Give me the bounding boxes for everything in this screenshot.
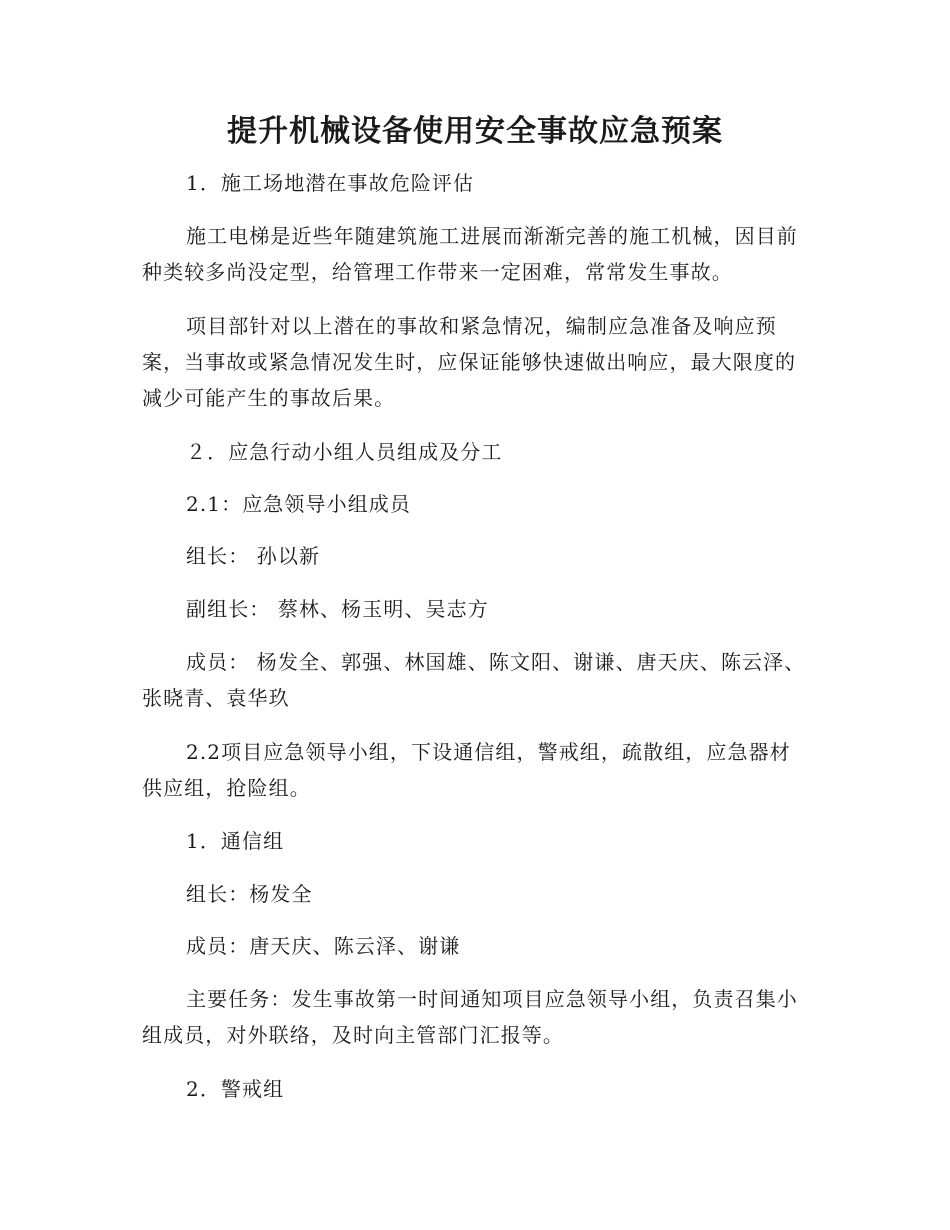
paragraph-elevator-background: 施工电梯是近些年随建筑施工进展而渐渐完善的施工机械，因目前种类较多尚没定型，给管理工作带来一定困难，常常发生事故。: [142, 224, 798, 284]
subsection-heading-leadership-team: 2.1：应急领导小组成员: [186, 492, 412, 516]
section-heading-team-composition: ２．应急行动小组人员组成及分工: [186, 440, 503, 464]
section-heading-risk-assessment: 1．施工场地潜在事故危险评估: [186, 171, 475, 195]
paragraph-communication-duties: 主要任务：发生事故第一时间通知项目应急领导小组，负责召集小组成员，对外联络，及时向主管部门汇报等。: [142, 987, 798, 1047]
paragraph-subgroups: 2.2项目应急领导小组，下设通信组，警戒组，疏散组，应急器材供应组，抢险组。: [142, 740, 791, 800]
subsection-heading-security-group: 2．警戒组: [186, 1077, 285, 1101]
paragraph-communication-members: 成员：唐天庆、陈云泽、谢谦: [186, 934, 461, 958]
paragraph-emergency-plan-purpose: 项目部针对以上潜在的事故和紧急情况，编制应急准备及响应预案，当事故或紧急情况发生时，应保证能够快速做出响应，最大限度的减少可能产生的事故后果。: [142, 314, 797, 410]
paragraph-team-members: 成员： 杨发全、郭强、林国雄、陈文阳、谢谦、唐天庆、陈云泽、张晓青、袁华玖: [142, 650, 806, 710]
subsection-heading-communication-group: 1．通信组: [186, 829, 285, 853]
document-title: 提升机械设备使用安全事故应急预案: [227, 114, 723, 149]
paragraph-team-leader: 组长： 孙以新: [186, 544, 321, 568]
paragraph-deputy-leaders: 副组长： 蔡林、杨玉明、吴志方: [186, 597, 489, 621]
paragraph-communication-leader: 组长：杨发全: [186, 882, 313, 906]
